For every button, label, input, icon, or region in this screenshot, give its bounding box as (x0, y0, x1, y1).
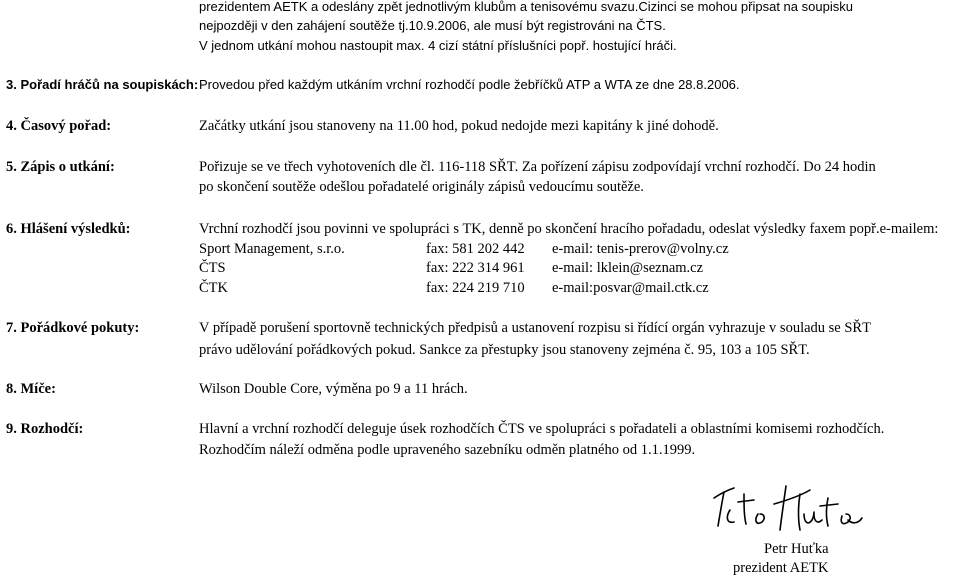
section-7-text-2: právo udělování pořádkových pokud. Sankce za přestupky jsou stanoveny zejména č. 95, 103 a 105 SŘT. (199, 342, 810, 358)
section-3-text: Provedou před každým utkáním vrchní rozhodčí podle žebříčků ATP a WTA ze dne 28.8.2006. (199, 77, 740, 92)
contact-fax-1: fax: 581 202 442 (426, 241, 525, 257)
contact-fax-2: fax: 222 314 961 (426, 260, 525, 276)
intro-line-3: V jednom utkání mohou nastoupit max. 4 cizí státní příslušníci popř. hostující hráči. (199, 38, 677, 53)
contact-email-1: e-mail: tenis-prerov@volny.cz (552, 241, 729, 257)
contact-name-1: Sport Management, s.r.o. (199, 241, 345, 257)
handwritten-signature (700, 480, 870, 540)
section-9-heading: 9. Rozhodčí: (6, 421, 84, 437)
section-7-heading: 7. Pořádkové pokuty: (6, 320, 140, 336)
signatory-title: prezident AETK (733, 560, 829, 576)
section-5-text-2: po skončení soutěže odešlou pořadatelé originály zápisů vedoucímu soutěže. (199, 179, 644, 195)
section-6-heading: 6. Hlášení výsledků: (6, 221, 131, 237)
section-5-text-1: Pořizuje se ve třech vyhotoveních dle čl. 116-118 SŘT. Za pořízení zápisu zodpovídají vrchní rozhodčí. Do 24 hodin (199, 159, 876, 175)
section-7-text-1: V případě porušení sportovně technických předpisů a ustanovení rozpisu si řídící orgán vyhrazuje v souladu se SŘT (199, 320, 871, 336)
section-9-text-1: Hlavní a vrchní rozhodčí deleguje úsek rozhodčích ČTS ve spolupráci s pořadateli a oblastními komisemi rozhodčích. (199, 421, 885, 437)
contact-name-3: ČTK (199, 280, 228, 296)
contact-email-3: e-mail:posvar@mail.ctk.cz (552, 280, 709, 296)
section-3-heading: 3. Pořadí hráčů na soupiskách: (6, 77, 198, 92)
section-8-text: Wilson Double Core, výměna po 9 a 11 hrách. (199, 381, 468, 397)
section-6-text: Vrchní rozhodčí jsou povinni ve spolupráci s TK, denně po skončení hracího pořadadu, odeslat výsledky faxem popř.e-mailem: (199, 221, 939, 237)
contact-email-2: e-mail: lklein@seznam.cz (552, 260, 704, 276)
contact-name-2: ČTS (199, 260, 226, 276)
intro-line-1: prezidentem AETK a odeslány zpět jednotlivým klubům a tenisovému svazu.Cizinci se mohou připsat na soupisku (199, 0, 853, 14)
contact-fax-3: fax: 224 219 710 (426, 280, 525, 296)
section-5-heading: 5. Zápis o utkání: (6, 159, 115, 175)
section-4-heading: 4. Časový pořad: (6, 118, 112, 134)
section-4-text: Začátky utkání jsou stanoveny na 11.00 hod, pokud nedojde mezi kapitány k jiné dohodě. (199, 118, 719, 134)
section-9-text-2: Rozhodčím náleží odměna podle upraveného sazebníku odměn platného od 1.1.1999. (199, 442, 696, 458)
signatory-name: Petr Huťka (764, 541, 829, 557)
section-8-heading: 8. Míče: (6, 381, 56, 397)
intro-line-2: nejpozději v den zahájení soutěže tj.10.9.2006, ale musí být registrováni na ČTS. (199, 18, 666, 33)
